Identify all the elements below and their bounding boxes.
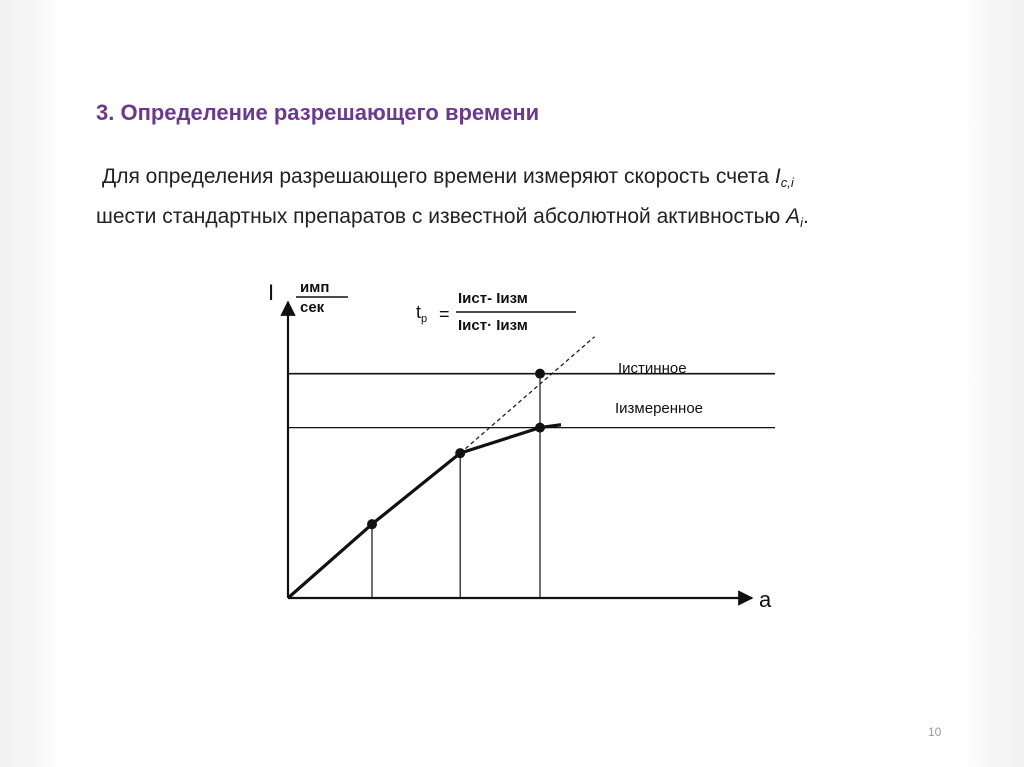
reference-label-measured: Iизмеренное: [615, 400, 704, 417]
resolving-time-chart: [240, 268, 800, 648]
formula-lhs: [416, 302, 427, 325]
formula-denominator: Iист· Iизм: [458, 317, 528, 334]
paragraph-line-1-text: Для определения разрешающего времени измеряют скорость счета: [102, 165, 775, 188]
page-number: 10: [928, 725, 942, 739]
slide-frame-left: [0, 0, 62, 767]
data-point-marker: [455, 448, 465, 458]
activity-symbol: A: [786, 205, 801, 228]
count-rate-subscript: c,i: [780, 175, 794, 190]
slide-frame-right: [962, 0, 1024, 767]
y-axis-unit-denominator: сек: [300, 299, 325, 316]
y-axis-unit-numerator: имп: [300, 279, 330, 296]
reference-label-true: Iистинное: [618, 360, 687, 377]
formula-numerator: Iист- Iизм: [458, 290, 528, 307]
activity-subscript: i: [800, 215, 804, 230]
y-axis-symbol: I: [268, 280, 275, 305]
paragraph-line-2-period: .: [803, 205, 809, 228]
x-axis-label: a: [759, 587, 772, 612]
true-rate-extrapolation-line: [460, 337, 594, 453]
data-point-marker: [535, 423, 545, 433]
slide-paragraph: [96, 160, 996, 240]
slide-title: 3. Определение разрешающего времени: [96, 100, 540, 125]
formula-lhs-symbol: t: [416, 302, 422, 322]
count-rate-symbol: I: [774, 165, 781, 188]
paragraph-line-2-text: шести стандартных препаратов с известной абсолютной активностью: [96, 205, 787, 228]
data-point-marker: [535, 369, 545, 379]
paragraph-line-2: [96, 200, 996, 240]
measured-rate-curve: [288, 425, 561, 598]
paragraph-line-1: [96, 160, 996, 200]
resolving-time-figure: [240, 268, 800, 648]
formula-lhs-subscript: р: [421, 313, 428, 325]
formula-equals: =: [439, 304, 450, 324]
data-point-marker: [367, 519, 377, 529]
